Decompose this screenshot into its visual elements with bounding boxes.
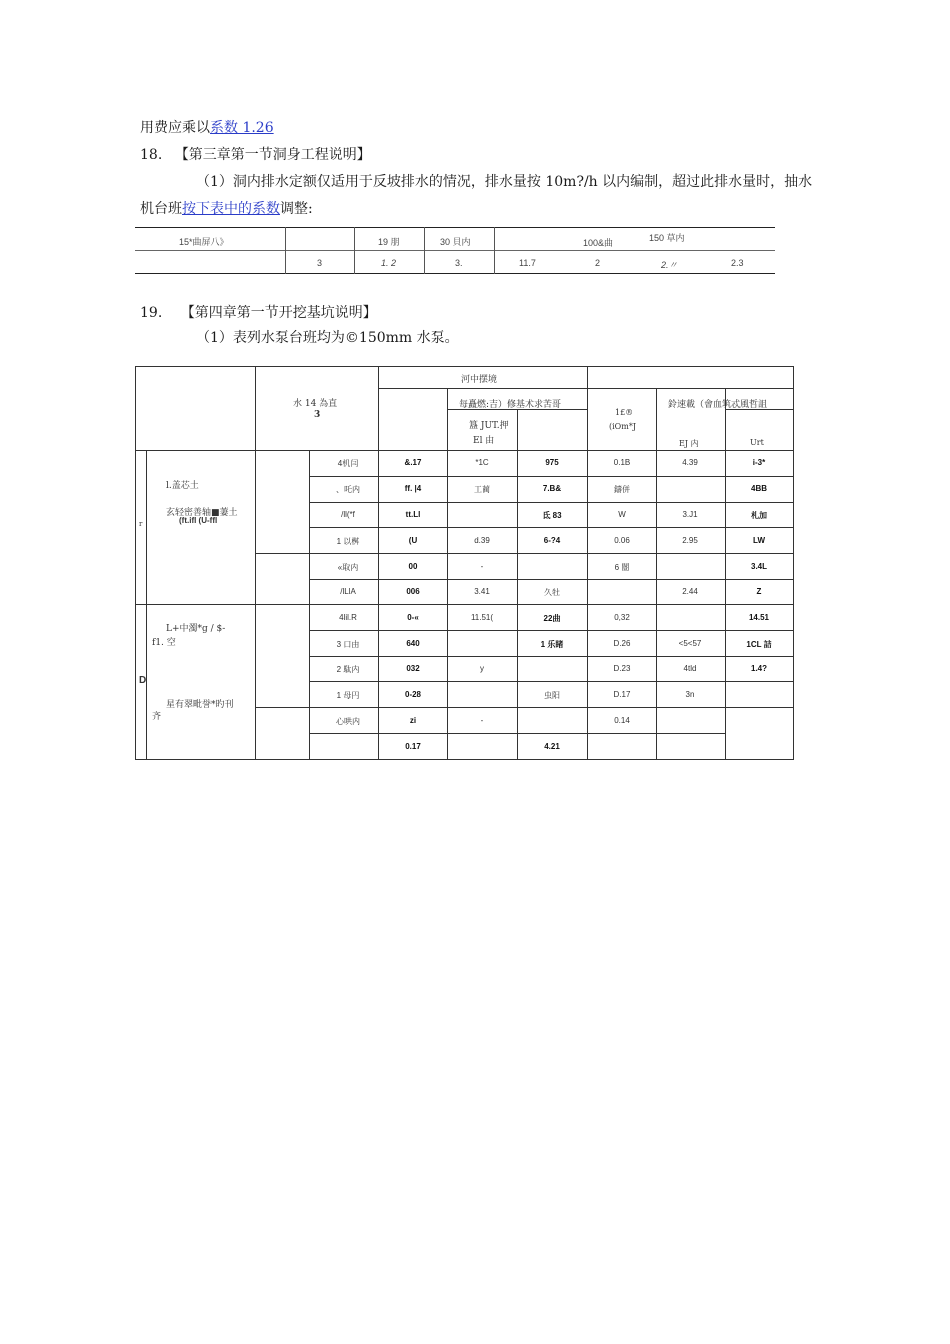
table2-cell: i-3*: [752, 458, 766, 467]
header-water-level-unit: 3: [314, 410, 321, 420]
table2-cell: 0,32: [614, 613, 630, 622]
table2-cell: 4.21: [544, 742, 560, 751]
table2-rule: [309, 656, 793, 657]
table1-divider: [354, 227, 355, 274]
table1-value: 2.〃: [661, 260, 678, 270]
table1-value: 2.3: [731, 258, 744, 268]
paragraph-3: （1）表列水泵台班均为©150mm 水泵。: [196, 330, 459, 346]
group-1-mark: r: [139, 520, 143, 528]
table2-cell: 6-?4: [543, 536, 561, 545]
table2-cell: 心哄内: [336, 717, 360, 726]
table2-cell: Z: [756, 587, 762, 596]
group-2-sublabel: f1. 空: [152, 638, 176, 648]
table1-value: 1. 2: [381, 258, 397, 268]
table2-cell: 4机闫: [337, 459, 359, 468]
table2-rule: [309, 579, 793, 580]
pump-table: [135, 366, 793, 760]
table2-divider: [447, 388, 448, 760]
coefficient-table: [135, 227, 775, 274]
table1-header: 150 草内: [649, 233, 685, 243]
table2-cell: «取内: [337, 563, 359, 572]
table2-cell: 札加: [751, 511, 767, 520]
table2-cell: 975: [545, 458, 559, 467]
table1-rule: [135, 227, 775, 228]
table2-divider: [378, 366, 379, 760]
table2-cell: 1.4?: [750, 664, 768, 673]
table2-divider: [255, 366, 256, 760]
table2-cell: 7.B&: [542, 484, 562, 493]
table1-divider: [285, 227, 286, 274]
table2-cell: D.17: [613, 690, 631, 699]
table2-cell: -: [480, 562, 484, 571]
table2-divider: [725, 388, 726, 760]
group-2-mark: D: [139, 675, 147, 686]
table1-value: 3: [317, 258, 323, 268]
section-19-heading: [140, 304, 377, 322]
table2-cell: d.39: [474, 536, 490, 545]
table2-cell: 1 乐睹: [540, 640, 564, 649]
table2-rule: [135, 366, 793, 367]
table2-cell: 00: [408, 562, 418, 571]
table1-value: 11.7: [519, 258, 536, 268]
table2-cell: 鑄併: [614, 485, 630, 494]
table2-cell: 3.4L: [750, 562, 768, 571]
table2-cell: 22曲: [543, 614, 561, 623]
table1-header: 15*曲屏八》: [179, 237, 229, 247]
table1-divider: [424, 227, 425, 274]
table2-cell: 2 駄内: [336, 665, 360, 674]
table2-cell: 1CL 詰: [746, 640, 772, 649]
table1-value: 3.: [455, 258, 463, 268]
table2-cell: &.17: [404, 458, 422, 467]
line-1: [140, 119, 274, 137]
table2-cell: ff. |4: [404, 484, 422, 493]
table2-cell: 0.14: [614, 716, 630, 725]
header-river-sub-b: El 由: [473, 436, 495, 446]
table2-rule: [135, 604, 793, 605]
table2-rule: [309, 630, 793, 631]
table2-cell: LW: [753, 536, 765, 545]
group-2-note-b: 齐: [152, 712, 162, 722]
group-2-label: L+中濁*g / $-: [166, 624, 226, 634]
table2-cell: 氐 83: [542, 511, 562, 520]
table2-cell: 、吒内: [336, 485, 360, 494]
header-river-sub: 每矗燃:吉）修基术求苦哥: [459, 400, 562, 410]
header-c: 1£®: [615, 408, 634, 417]
table2-cell: 11.51(: [470, 613, 494, 622]
section-18-heading: [140, 146, 371, 164]
table2-cell: 3.41: [474, 587, 490, 596]
table2-cell: tt.Ll: [405, 510, 421, 519]
table2-rule: [135, 759, 793, 760]
table2-cell: y: [480, 664, 484, 673]
table2-cell: 1 以桝: [336, 537, 360, 546]
table2-divider: [309, 450, 310, 760]
group-1-sublabel: 玄轻密善轴■萋土: [166, 508, 238, 518]
table2-cell: 2.95: [682, 536, 698, 545]
table1-header: 19 朋: [378, 237, 400, 247]
table1-header: 30 貝内: [440, 237, 471, 247]
table2-cell: 0.06: [614, 536, 630, 545]
table2-cell: 0-28: [404, 690, 422, 699]
table2-cell: zi: [409, 716, 417, 725]
section-18-title: 【第三章第一节洞身工程说明】: [174, 147, 371, 163]
table2-cell: 4BB: [750, 484, 768, 493]
line-1-text: 用费应乘以: [140, 120, 210, 136]
table2-cell: 006: [406, 587, 420, 596]
header-river: 河中摆境: [461, 375, 498, 385]
table2-cell: /ll(*f: [341, 510, 355, 519]
table2-cell: D.23: [613, 664, 631, 673]
table2-rule: [309, 502, 793, 503]
table2-cell: (U: [408, 536, 418, 545]
table2-rule: [255, 707, 793, 708]
table-coefficient-link[interactable]: 按下表中的系数: [182, 201, 280, 217]
group-1-label: l.盖芯土: [166, 481, 199, 491]
paragraph-2-pre: 机台班: [140, 201, 182, 217]
table2-rule: [135, 450, 793, 451]
header-d-sub1: EJ 内: [679, 439, 699, 448]
table2-rule: [309, 681, 793, 682]
table2-cell: 4tld: [683, 664, 697, 673]
header-river-sub-a: 簋 JUT.押: [469, 421, 509, 431]
table2-cell: -: [480, 716, 484, 725]
header-water-level: 水 14 為直: [293, 399, 338, 409]
table2-rule: [378, 388, 793, 389]
table2-divider: [517, 409, 518, 760]
table2-cell: 3.J1: [682, 510, 698, 519]
table1-divider: [494, 227, 495, 274]
table2-cell: W: [618, 510, 626, 519]
section-19-title: 【第四章第一节开挖基坑说明】: [180, 305, 377, 321]
paragraph-2-post: 调整:: [280, 201, 313, 217]
table2-rule: [309, 476, 793, 477]
table2-cell: 久牡: [544, 588, 560, 597]
header-c-unit: (iOm*J: [609, 422, 637, 431]
table2-cell: 3 口由: [336, 640, 360, 649]
group-1-note: (ft.ifl (U-ffl: [179, 516, 218, 525]
table2-cell: /lLlA: [340, 587, 356, 596]
table1-header: 100&曲: [583, 238, 614, 248]
table2-cell: 1 母円: [336, 691, 360, 700]
table2-cell: 4.39: [682, 458, 698, 467]
table2-divider: [146, 450, 147, 760]
table1-value: 2: [595, 258, 601, 268]
table2-cell: 3n: [685, 690, 695, 699]
table2-cell: 工蔺: [474, 485, 490, 494]
coefficient-link[interactable]: 系数 1.26: [210, 120, 274, 136]
table2-divider: [587, 366, 588, 760]
table2-cell: 0.17: [405, 742, 421, 751]
group-2-note: 星有翠毗誉*旳刊: [166, 700, 234, 710]
table2-rule: [255, 553, 793, 554]
table2-cell: 虫阳: [544, 691, 560, 700]
table2-rule: [309, 527, 793, 528]
table2-cell: 2.44: [682, 587, 698, 596]
header-d-sub2: Urt: [750, 438, 764, 447]
paragraph-2: [140, 200, 313, 218]
section-18-number: 18.: [140, 147, 163, 163]
table2-divider: [135, 366, 136, 760]
table2-cell: 640: [406, 639, 420, 648]
table2-cell: <5<57: [678, 639, 702, 648]
header-d: 鈴速載（會血筑忒風哲詛: [668, 400, 768, 410]
table1-rule: [135, 273, 775, 274]
section-19-number: 19.: [140, 305, 163, 321]
table2-cell: 0-«: [407, 613, 419, 622]
table2-cell: 6 闓: [614, 563, 630, 572]
table1-rule: [135, 250, 775, 251]
table2-cell: 4lil.R: [339, 613, 357, 622]
table2-divider: [793, 366, 794, 760]
table2-cell: *1C: [475, 458, 489, 467]
table2-cell: 0.1B: [613, 458, 631, 467]
table2-cell: D.26: [613, 639, 631, 648]
table2-cell: 032: [406, 664, 420, 673]
paragraph-1: （1）洞内排水定额仅适用于反坡排水的情况，排水量按 10m?/h 以内编制，超过此排水量时，抽水: [196, 174, 813, 190]
table2-cell: 14.51: [748, 613, 770, 622]
table2-divider: [656, 388, 657, 760]
